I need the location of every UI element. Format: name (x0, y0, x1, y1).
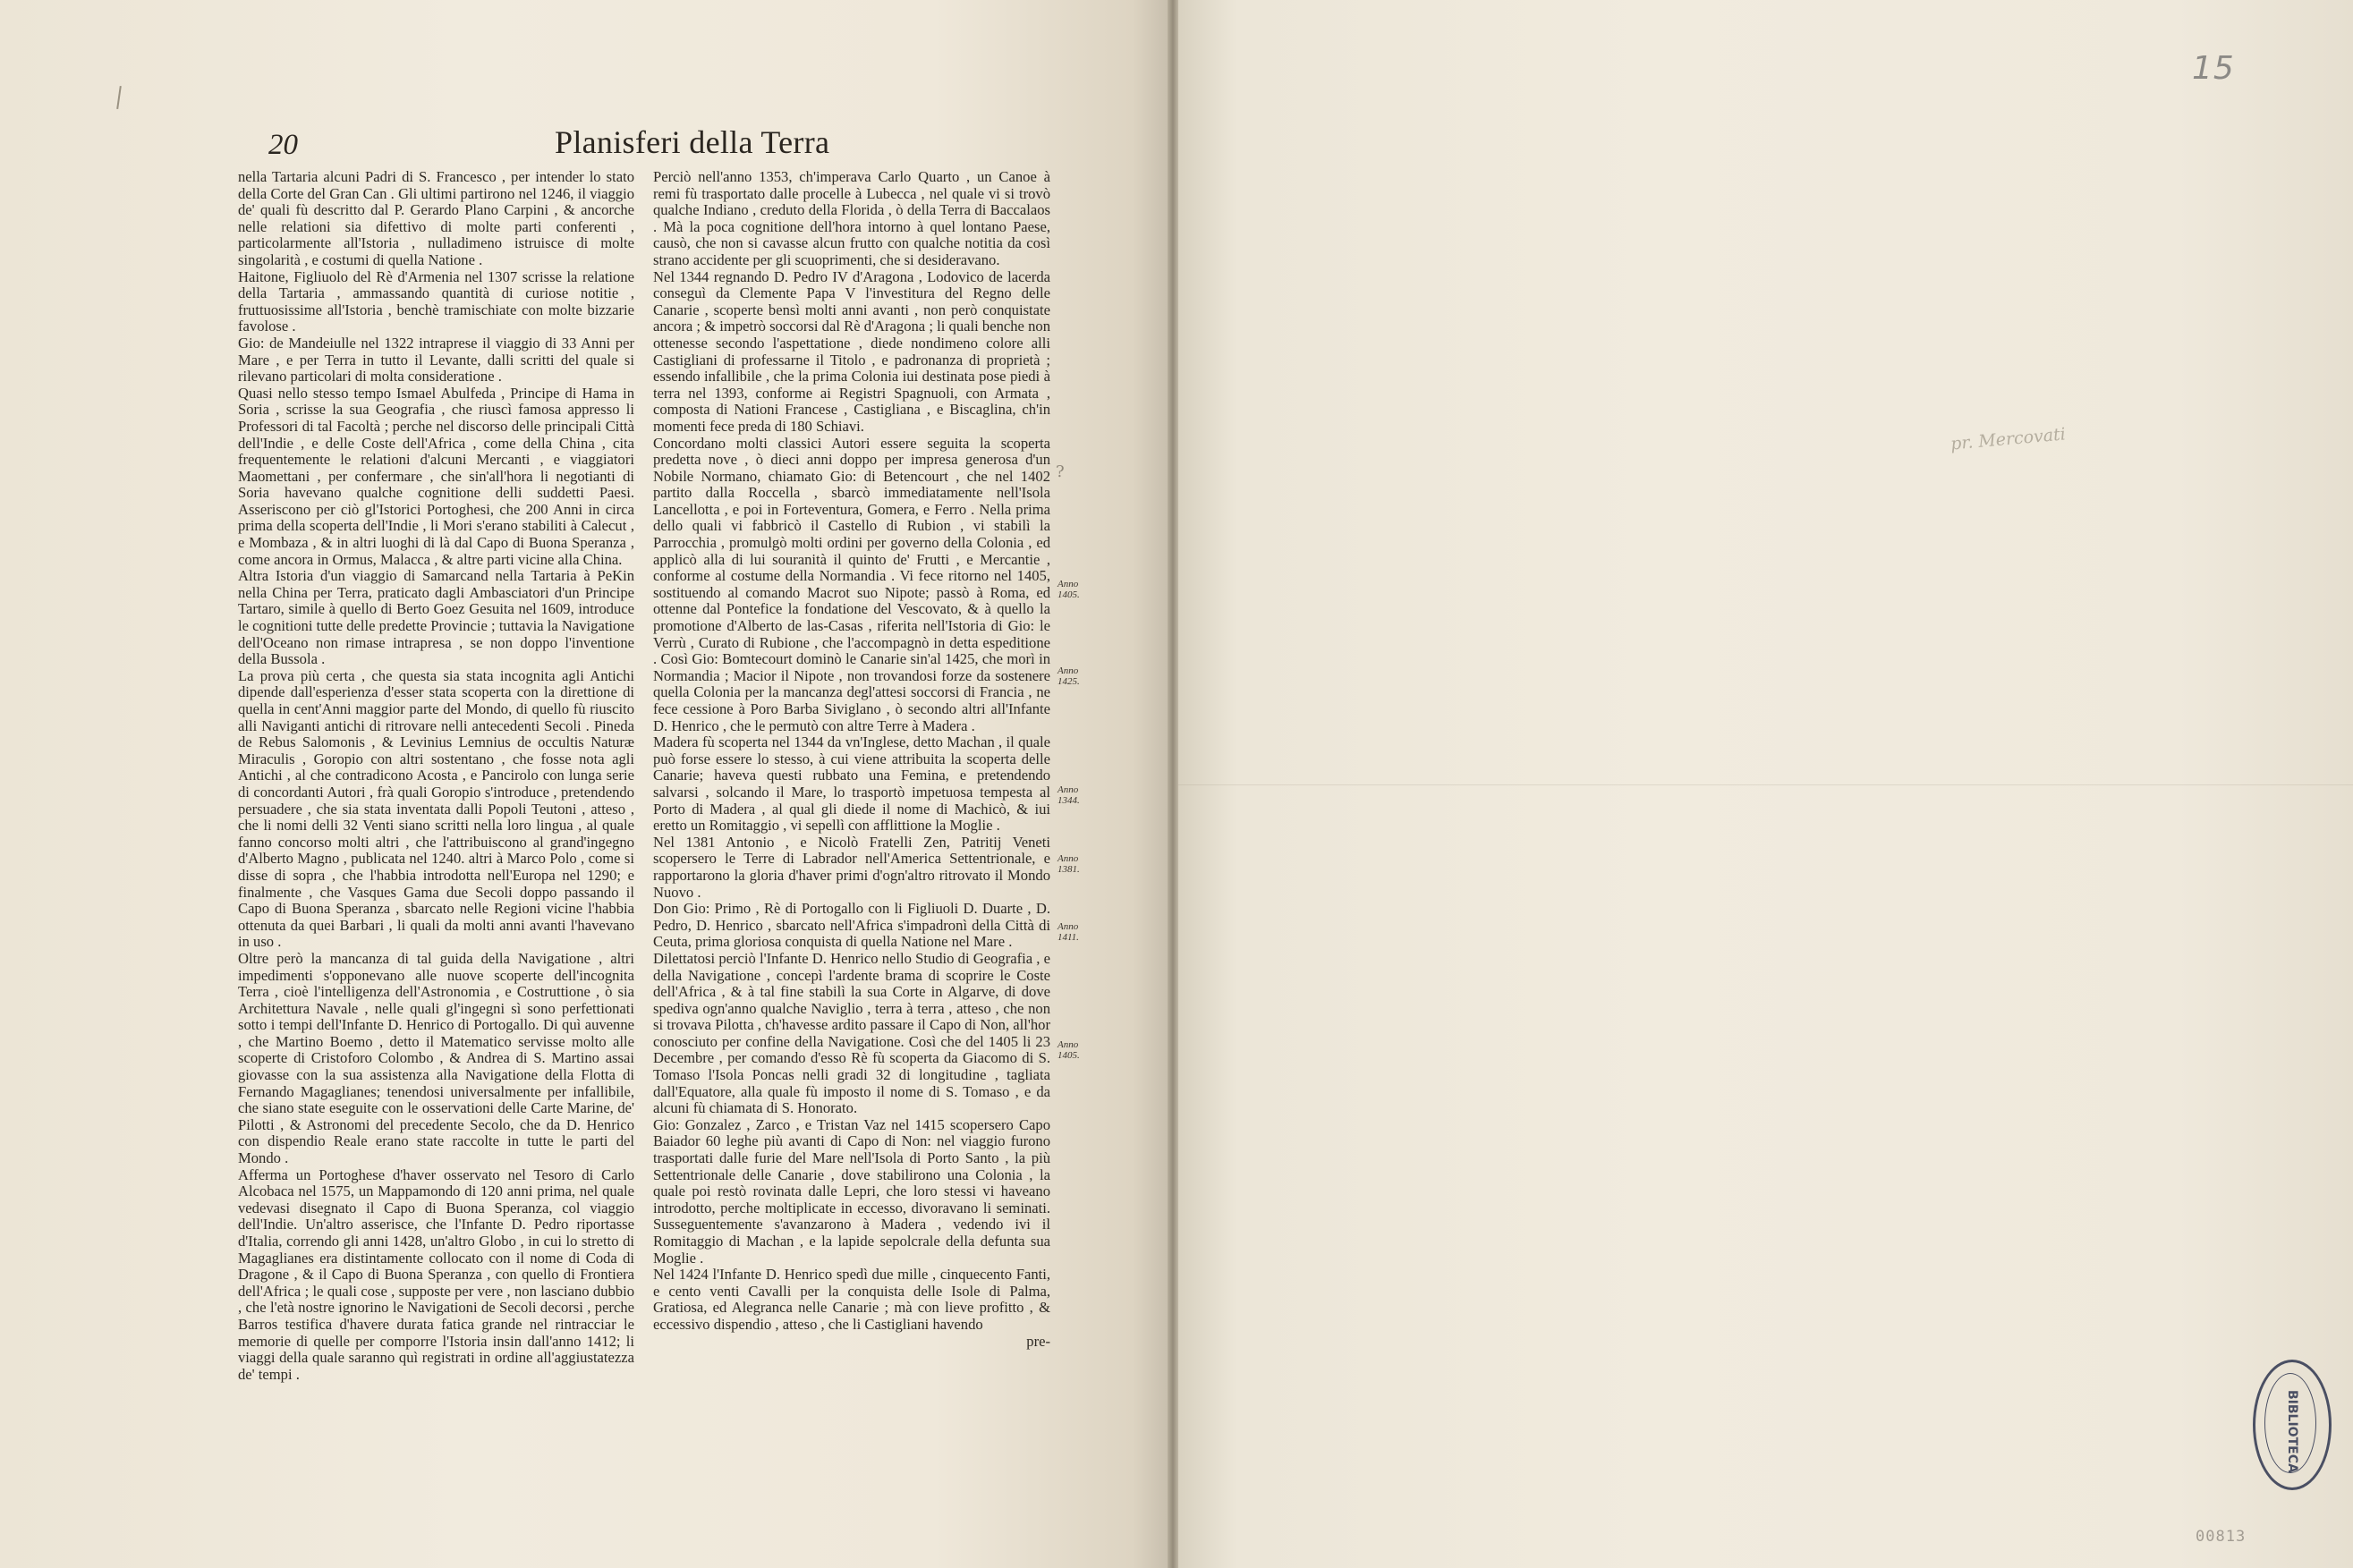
paragraph: Nel 1344 regnando D. Pedro IV d'Aragona , Lodovico de lacerda conseguì da Clemente Papa V l'investitura del Regno delle Canarie , scoperte bensì molti anni avanti , non però conquistate ancora ; & impetrò soccorsi dal Rè d'Aragona ; li quali benche non ottenesse secondo l'aspettatione , diede nondimeno colore alli Castigliani di professarne il Titolo , e padronanza di proprietà ; essendo infallibile , che la prima Colonia iui destinata pose piedi à terra nel 1393, conforme ai Registri Spagnuoli, con Armata , composta di Nationi Francese , Castigliana , e Biscaglina, ch'in momenti fece preda di 180 Schiavi. (653, 267, 1050, 435)
margin-note (1058, 853, 1080, 875)
paragraph: Nel 1381 Antonio , e Nicolò Fratelli Zen, Patritij Veneti scopersero le Terre di Labrador nell'America Settentrionale, e rapportarono la gloria d'haver primi d'ogn'altro ritrovato il Mondo Nuovo . (653, 833, 1050, 901)
margin-note-label: Anno (1058, 784, 1079, 795)
margin-note-label: Anno (1058, 665, 1079, 676)
margin-note-year: 1381. (1058, 864, 1080, 875)
text-column-right (653, 169, 1050, 1350)
paragraph: Gio: de Mandeiulle nel 1322 intraprese il viaggio di 33 Anni per Mare , e per Terra in tutto il Levante, dalli scritti del quale si rilevano particolari di molta consideratione . (238, 334, 634, 386)
page-header (215, 123, 1074, 170)
margin-note (1058, 579, 1080, 600)
running-title: Planisferi della Terra (555, 124, 830, 160)
paragraph: Afferma un Portoghese d'haver osservato nel Tesoro di Carlo Alcobaca nel 1575, un Mappamondo di 120 anni prima, nel quale vedevasi disegnato il Capo di Buona Speranza, col viaggio dell'Indie. Un'altro asserisce, che l'Infante D. Pedro riportasse d'Italia, correndo gli anni 1428, un'altro Globo , in cui lo stretto di Magaglianes era distintamente collocato con il nome di Coda di Dragone , & il Capo di Buona Speranza , con quello di Frontiera dell'Africa ; le quali cose , supposte per vere , non lasciano dubbio , che l'età nostre ignorino le Navigationi de Secoli decorsi , perche Barros testifica d'havere durata fatica grande nel rintracciar le memorie di quelle per comporre l'Istoria insin dall'anno 1412; li viaggi della quale saranno quì registrati in ordine all'aggiustatezza de' tempi . (238, 1165, 634, 1383)
paragraph: Altra Istoria d'un viaggio di Samarcand nella Tartaria à PeKin nella China per Terra, praticato dagli Ambasciatori d'un Principe Tartaro, simile à quello di Berto Goez Gesuita nel 1609, introduce le cognitioni tutte delle predette Provincie ; tuttavia la Navigatione dell'Oceano non rimase intrapresa , se non doppo l'inventione della Bussola . (238, 567, 634, 668)
margin-note-year: 1405. (1058, 589, 1080, 600)
paragraph: Gio: Gonzalez , Zarco , e Tristan Vaz nel 1415 scopersero Capo Baiador 60 leghe più avanti di Capo di Non: nel viaggio furono trasportati dalle furie del Mare nell'Isola di Porto Santo , la più Settentrionale delle Canarie , dove stabilirono una Colonia , la quale poi restò rovinata dalle Lepri, che loro stessi vi haveano introdotto, perche moltiplicate in eccesso, divoravano li seminati. Susseguentemente s'avanzarono à Madera , vedendo ivi il Romitaggio di Machan , e la lapide sepolcrale della defunta sua Moglie . (653, 1115, 1050, 1267)
inventory-number: 00813 (2196, 1528, 2247, 1546)
margin-note (1058, 1039, 1080, 1061)
margin-note (1058, 921, 1079, 943)
right-page (1178, 0, 2353, 1568)
fold-crease (1178, 784, 2353, 785)
book-gutter (1168, 0, 1178, 1568)
paragraph: Nel 1424 l'Infante D. Henrico spedì due mille , cinquecento Fanti, e cento venti Cavalli per la conquista delle Isole di Palma, Gratiosa, ed Alegranca nelle Canarie ; mà con lieve profitto , & eccessivo dispendio , atteso , che li Castigliani havendo (653, 1266, 1050, 1333)
left-page (0, 0, 1168, 1568)
text-column-left (238, 169, 634, 1383)
paragraph: Don Gio: Primo , Rè di Portogallo con li Figliuoli D. Duarte , D. Pedro, D. Henrico , sbarcato nell'Africa s'impadronì della Città di Ceuta, prima gloriosa conquista di quella Natione nel Mare . (653, 900, 1050, 951)
margin-note-label: Anno (1058, 579, 1079, 589)
paragraph: Oltre però la mancanza di tal guida della Navigatione , altri impedimenti s'opponevano alle nuove scoperte dell'incognita Terra , cioè l'intelligenza dell'Astronomia , e Costruttione , ò sia Architettura Navale , nelle quali gl'ingegni sì sono perfettionati sotto i tempi dell'Infante D. Henrico di Portogallo. Di quì auvenne , che Martino Boemo , detto il Matematico servisse molto alle scoperte di Cristoforo Colombo , & Andrea di S. Martino assai giovasse con la sua assistenza alla Navigatione della Flotta di Fernando Magaglianes; tenendosi universalmente per infallibile, che siano state eseguite con le osservationi delle Carte Marine, de' Pilotti , & Astronomi del precedente Secolo, che da D. Henrico con dispendio Reale erano state raccolte in tutte le parti del Mondo . (238, 949, 634, 1167)
paragraph: Concordano molti classici Autori essere seguita la scoperta predetta nove , ò dieci anni doppo per impresa generosa d'un Nobile Normano, chiamato Gio: di Betencourt , che nel 1402 partito dalla Roccella , sbarcò immediatamente nell'Isola Lancellotta , e poi in Forteventura, Gomera, e Ferro . Nella prima dello quali vi fabbricò il Castello di Rubion , vi stabilì la Parrocchia , promulgò molti ordini per governo della Colonia , ed applicò alla di lui souranità il quinto de' Frutti , e Mercantie , conforme al costume della Normandia . Vi fece ritorno nel 1405, sostituendo al comando Macrot suo Nipote; passò à Roma, ed ottenne dal Pontefice la fondatione del Vescovato, & à quello la promotione d'Alberto de las-Casas , riferita nell'Istoria di Gio: le Verrù , Curato di Rubione , che l'accompagnò in detta espeditione . Così Gio: Bomtecourt dominò le Canarie sin'al 1425, che morì in Normandia ; Macior il Nipote , non trovandosi forze da sostenere quella Colonia per la mancanza degl'attesi soccorsi di Francia , ne fece cessione à Poro Barba Siviglano , ò secondo altri all'Infante D. Henrico , che le permutò con altre Terre à Madera . (653, 434, 1050, 734)
margin-note-label: Anno (1058, 853, 1079, 864)
paragraph: Haitone, Figliuolo del Rè d'Armenia nel 1307 scrisse la relatione della Tartaria , ammassando quantità di curiose notitie , fruttuosissime all'Istoria , benchè tramischiate con molte bizzarie favolose . (238, 267, 634, 335)
margin-note-label: Anno (1058, 921, 1079, 932)
margin-note-year: 1344. (1058, 795, 1080, 806)
folio-number: 15 (2192, 50, 2235, 87)
paragraph: nella Tartaria alcuni Padri di S. Francesco , per intender lo stato della Corte del Gran Can . Gli ultimi partirono nel 1246, il viaggio de' quali fù descritto dal P. Gerardo Plano Carpini , & ancorche nelle relationi sia difettivo di molte parti conferenti , particolarmente all'Istoria , nulladimeno istruisce di molte singolarità , e costumi di quella Natione . (238, 168, 634, 268)
margin-note (1058, 665, 1080, 687)
paragraph: Perciò nell'anno 1353, ch'imperava Carlo Quarto , un Canoe à remi fù trasportato dalle procelle à Lubecca , nel quale vi si trovò qualche Indiano , creduto della Florida , ò della Terra di Baccalaos . Mà la poca cognitione dell'hora intorno à quel lontano Paese, causò, che non si cavasse alcun frutto con qualche notitia da così strano accidente per gli scuoprimenti, che si desideravano. (653, 168, 1050, 268)
paragraph: Dilettatosi perciò l'Infante D. Henrico nello Studio di Geografia , e della Navigatione , concepì l'ardente brama di scoprire le Coste dell'Africa , & à tal fine stabilì la sua Corte in Algarve, di dove spediva ogn'anno qualche Naviglio , terra à terra , atteso , che non si trovava Pilotta , ch'havesse ardito passare il Capo di Non, all'hor conosciuto per confine della Navigatione. Così che del 1405 li 23 Decembre , per comando d'esso Rè fù scoperta da Giacomo di S. Tomaso l'Isola Poncas nelli gradi 32 di longitudine , tagliata dall'Equatore, alla quale fù imposto il nome di S. Tomaso , e da alcuni fù chiamata di S. Honorato. (653, 949, 1050, 1117)
page-number: 20 (268, 129, 298, 161)
paragraph: Madera fù scoperta nel 1344 da vn'Inglese, detto Machan , il quale può forse essere lo stesso, à cui viene attribuita la scoperta delle Canarie; haveva questi rubbato una Femina, e pretendendo salvarsi , solcando il Mare, lo trasportò impetuosa tempesta al Porto di Madera , al qual gli diede il nome di Machicò, & iui eretto un Romitaggio , vi sepellì con afflittione la Moglie . (653, 733, 1050, 835)
paragraph: Quasi nello stesso tempo Ismael Abulfeda , Principe di Hama in Soria , scrisse la sua Geografia , che riuscì famosa appresso li Professori di tal Facoltà ; perche nel discorso delle principali Città dell'Indie , e delle Coste dell'Africa , come della China , cita frequentemente le relationi d'alcuni Mercanti , e viaggiatori Maomettani , per confermare , che sin'all'hora li negotianti di Soria havevano qualche cognitione delli suddetti Paesi. Asseriscono per ciò gl'Istorici Portoghesi, che 200 Anni in circa prima della scoperta dell'Indie , li Mori s'erano stabiliti à Calecut , e Mombaza , & in altri luoghi di là dal Capo di Buona Speranza , come ancora in Ormus, Malacca , & altre parti vicine alla China. (238, 384, 634, 568)
margin-note-year: 1425. (1058, 676, 1080, 687)
catchword: pre- (1026, 1332, 1050, 1350)
paragraph: La prova più certa , che questa sia stata incognita agli Antichi dipende dall'esperienza d'esser stata scoperta con la direttione di quella in cent'Anni maggior parte del Mondo, di quello fù riuscito alli Naviganti antichi di ritrovare nelli antecedenti Secoli . Pineda de Rebus Salomonis , & Levinius Lemnius de occultis Naturæ Miraculis , Goropio con altri sostentano , che fosse nota agli Antichi , al che contradicono Acosta , e Pancirolo con lunga serie di concordanti Autori , frà quali Goropio s'introduce , pretendendo persuadere , che sia stata inventata dalli Popoli Teutoni , atteso , che li nomi delli 32 Venti siano scritti nella loro lingua , al quale fanno concorso molti altri , che l'attribuiscono al grand'ingegno d'Alberto Magno , publicata nel 1240. altri à Marco Polo , come si disse di sopra , che l'habbia introdotta nell'Europa nel 1290; e finalmente , che Vasques Gama due Secoli doppo passando il Capo di Buona Speranza , sbarcato nelle Regioni vicine l'habbia ottenuta da quei Barbari , li quali da molti anni avanti l'havevano in uso . (238, 666, 634, 951)
stamp-text: BIBLIOTECA (2285, 1390, 2299, 1473)
pencil-tick-mark (116, 86, 122, 109)
library-stamp-icon (2253, 1360, 2332, 1490)
margin-note (1058, 784, 1080, 806)
margin-note-label: Anno (1058, 1039, 1079, 1050)
pencil-annotation: pr. Mercovati (1950, 424, 2067, 454)
pencil-query-mark: ? (1056, 462, 1065, 481)
margin-note-year: 1411. (1058, 932, 1079, 943)
margin-note-year: 1405. (1058, 1050, 1080, 1061)
